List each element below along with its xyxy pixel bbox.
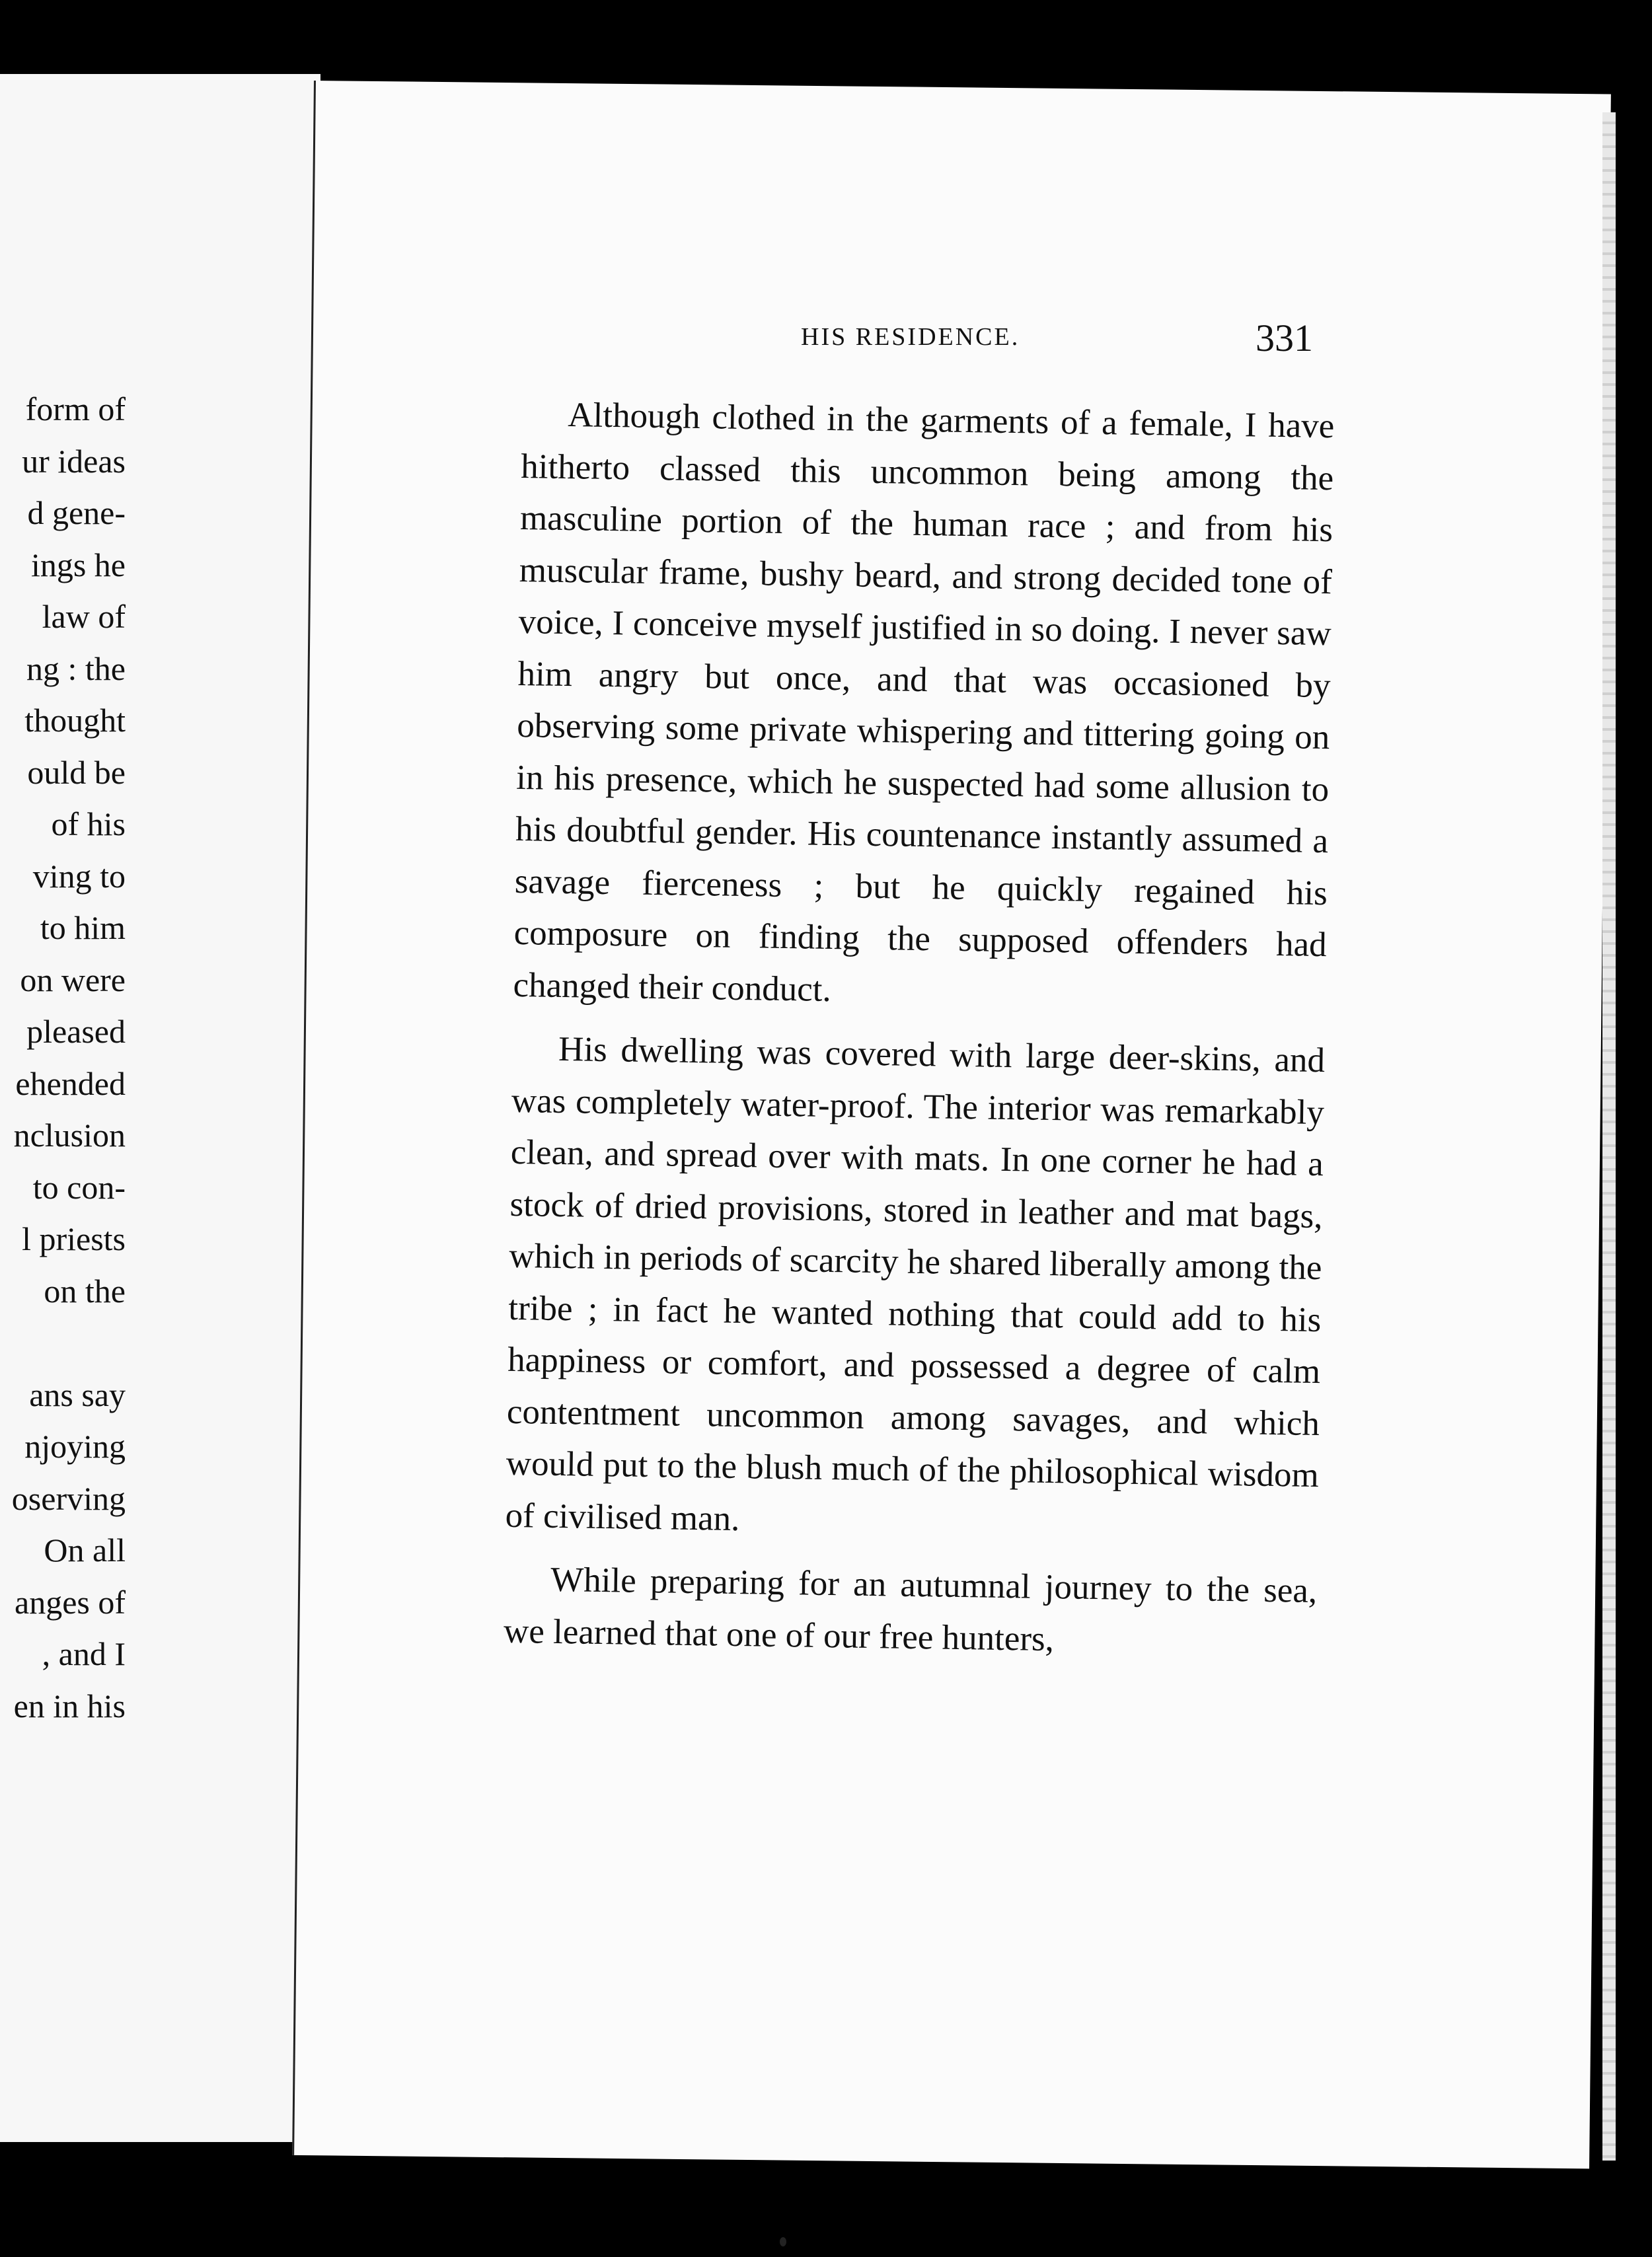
paragraph: While preparing for an autumnal journey to the sea, we learned that one of our free hunters, bbox=[503, 1560, 1318, 1658]
page-number: 331 bbox=[1256, 316, 1313, 359]
left-line: on the bbox=[44, 1272, 126, 1310]
scan-speck bbox=[780, 2237, 786, 2246]
paragraph: Although clothed in the garments of a female, I have hitherto classed this uncommon being among the masculine portion of the human race ; and from his muscular frame, bushy beard, and strong decided tone of voice, I conceive myself justified in so doing. I never saw him angry but once, and that was occasioned by observing some private whispering and tittering going on in his presence, which he suspected had some allusion to his doubtful gender. His countenance instantly assumed a savage fierceness ; but he quickly regained his composure on finding the supposed offenders had changed their conduct. bbox=[513, 396, 1335, 1009]
left-line: njoying bbox=[24, 1428, 126, 1465]
left-line bbox=[0, 1317, 126, 1369]
left-line: l priests bbox=[22, 1220, 126, 1257]
left-line: form of bbox=[25, 390, 126, 427]
paragraph: His dwelling was covered with large deer-skins, and was completely water-proof. The interior was remarkably clean, and spread over with mats. In one corner he had a stock of dried provisions, stored in leather and mat bags, which in periods of scarcity he shared liberally among the tribe ; in fact he wanted nothing that could add to his happiness or comfort, and possessed a degree of calm contentment uncommon among savages, and which would put to the blush much of the philosophical wisdom of civilised man. bbox=[505, 1029, 1326, 1538]
left-line: , and I bbox=[42, 1635, 126, 1672]
left-line: of his bbox=[51, 805, 126, 842]
left-page-text bbox=[0, 383, 126, 1732]
left-line: to him bbox=[40, 909, 126, 946]
left-line: nclusion bbox=[13, 1117, 126, 1154]
left-line: law of bbox=[42, 598, 126, 635]
left-line: ans say bbox=[29, 1376, 126, 1413]
left-line: ur ideas bbox=[22, 442, 126, 480]
left-line: anges of bbox=[15, 1583, 126, 1621]
left-line: pleased bbox=[26, 1013, 126, 1050]
left-page bbox=[0, 74, 320, 2142]
left-line: d gene- bbox=[27, 494, 126, 531]
left-line: en in his bbox=[13, 1687, 126, 1724]
left-line: ould be bbox=[27, 753, 126, 791]
left-line: to con- bbox=[32, 1168, 126, 1206]
left-line: ng : the bbox=[26, 649, 126, 687]
left-line: on were bbox=[20, 961, 126, 998]
left-line: oserving bbox=[11, 1479, 126, 1517]
left-line: ehended bbox=[15, 1064, 126, 1102]
left-line: ings he bbox=[30, 546, 126, 583]
left-line: ving to bbox=[32, 857, 126, 895]
body-text bbox=[504, 388, 1335, 1669]
page-edge bbox=[1602, 112, 1616, 2161]
running-head: HIS RESIDENCE. bbox=[801, 323, 1020, 351]
left-line: thought bbox=[24, 702, 126, 739]
left-line: On all bbox=[44, 1532, 126, 1569]
